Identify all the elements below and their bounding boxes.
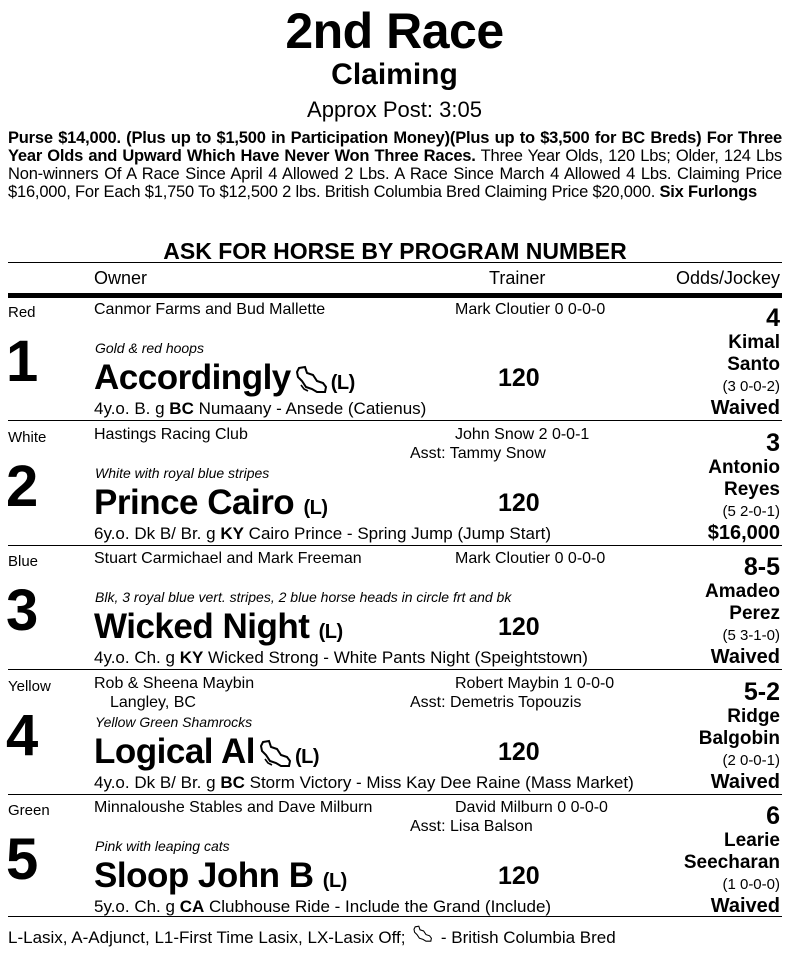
medication-legend: L-Lasix, A-Adjunct, L1-First Time Lasix, LX-Lasix Off; (8, 928, 406, 947)
program-number: 1 (6, 329, 39, 394)
owner-name: Minnaloushe Stables and Dave Milburn (94, 799, 373, 816)
race-distance: Six Furlongs (659, 183, 757, 201)
jockey-last-name: Balgobin (698, 728, 780, 749)
pedigree (94, 648, 588, 668)
morning-line-odds: 3 (766, 429, 780, 457)
entry-row (0, 794, 789, 918)
race-type: Claiming (331, 58, 458, 91)
entry-row (0, 421, 789, 545)
saddle-cloth-color: Red (8, 304, 36, 321)
medication: (L) (322, 870, 347, 892)
jockey-first-name: Learie (724, 830, 780, 851)
jockey-name (708, 457, 780, 501)
morning-line-odds: 8-5 (743, 553, 780, 581)
horse-name-line (94, 732, 319, 772)
trainer-name: John Snow 2 0-0-1 (455, 426, 590, 443)
owner-name: Canmor Farms and Bud Mallette (94, 301, 326, 318)
jockey-name (699, 706, 780, 750)
medication: (L) (318, 621, 343, 643)
entry-row (0, 296, 789, 420)
jockey-last-name: Seecharan (683, 852, 780, 873)
saddle-cloth-color: Blue (8, 553, 39, 570)
horse-name: Accordingly (94, 358, 291, 397)
horse-name-line (94, 607, 343, 647)
conditions-bold: Purse $14,000. (Plus up to $1,500 in Participation Money)(Plus up to $3,500 for BC Breds) For Three Year Olds and Upward Which Have Never Won Three Races. (8, 129, 782, 165)
bc-map-icon (412, 925, 434, 943)
weight: 120 (498, 613, 540, 641)
morning-line-odds: 4 (766, 304, 780, 332)
horse-name-line (94, 358, 355, 398)
jockey-name (705, 581, 780, 625)
morning-line-odds: 6 (766, 802, 780, 830)
silks-description: Gold & red hoops (95, 340, 204, 356)
pedigree (94, 897, 551, 917)
weight: 120 (498, 862, 540, 890)
bred-state: KY (220, 524, 244, 543)
breeding: Storm Victory - Miss Kay Dee Raine (Mass Market) (249, 773, 634, 792)
program-number: 3 (6, 578, 39, 643)
bred-state: KY (179, 648, 204, 667)
age-sex: 4y.o. Dk B/ Br. g (94, 773, 216, 792)
pedigree (94, 773, 634, 793)
morning-line-odds: 5-2 (743, 678, 780, 706)
breeding: Clubhouse Ride - Include the Grand (Include) (208, 897, 552, 916)
weight: 120 (498, 489, 540, 517)
jockey-first-name: Kimal (728, 332, 780, 353)
owner-location: Langley, BC (110, 694, 196, 711)
column-owner: Owner (94, 268, 148, 288)
claiming-price: Waived (710, 895, 780, 917)
trainer-name: Mark Cloutier 0 0-0-0 (455, 550, 606, 567)
jockey-record: (3 0-0-2) (722, 378, 780, 395)
horse-name: Prince Cairo (94, 483, 295, 522)
medication: (L) (294, 746, 319, 768)
bred-state: CA (179, 897, 205, 916)
silks-description: White with royal blue stripes (95, 465, 270, 481)
horse-name: Wicked Night (94, 607, 310, 646)
age-sex: 5y.o. Ch. g (94, 897, 175, 916)
jockey-name (684, 830, 780, 874)
horse-name-line (94, 483, 327, 523)
horse-name-line (94, 856, 347, 896)
bred-state: BC (169, 399, 194, 418)
silks-description: Pink with leaping cats (95, 838, 230, 854)
silks-description: Yellow Green Shamrocks (95, 714, 253, 730)
horse-name: Logical Al (94, 732, 255, 771)
owner-name: Hastings Racing Club (94, 426, 248, 443)
weight: 120 (498, 364, 540, 392)
assistant-trainer: Asst: Demetris Topouzis (410, 694, 582, 711)
claiming-price: $16,000 (707, 522, 780, 544)
medication: (L) (303, 497, 328, 519)
bc-map-icon (259, 739, 293, 769)
jockey-last-name: Perez (729, 603, 780, 624)
entry-row (0, 545, 789, 669)
saddle-cloth-color: White (8, 429, 47, 446)
claiming-price: Waived (710, 397, 780, 419)
silks-description: Blk, 3 royal blue vert. stripes, 2 blue horse heads in circle frt and bk (95, 589, 512, 605)
claiming-price: Waived (710, 646, 780, 668)
race-title: 2nd Race (285, 3, 504, 59)
jockey-name (727, 332, 780, 376)
age-sex: 4y.o. B. g (94, 399, 165, 418)
pedigree (94, 399, 426, 419)
post-time: Approx Post: 3:05 (307, 97, 482, 122)
saddle-cloth-color: Green (8, 802, 50, 819)
program-number: 2 (6, 454, 39, 519)
trainer-name: Robert Maybin 1 0-0-0 (455, 675, 615, 692)
horse-name: Sloop John B (94, 856, 314, 895)
trainer-name: David Milburn 0 0-0-0 (455, 799, 608, 816)
jockey-record: (2 0-0-1) (722, 752, 780, 769)
jockey-first-name: Ridge (727, 706, 780, 727)
weight: 120 (498, 738, 540, 766)
jockey-record: (5 2-0-1) (722, 503, 780, 520)
bc-bred-legend: - British Columbia Bred (440, 928, 616, 947)
medication: (L) (330, 372, 355, 394)
breeding: Cairo Prince - Spring Jump (Jump Start) (248, 524, 551, 543)
column-trainer: Trainer (489, 268, 546, 288)
jockey-last-name: Reyes (724, 479, 780, 500)
jockey-first-name: Antonio (708, 457, 780, 478)
race-conditions (8, 129, 782, 201)
owner-name: Rob & Sheena Maybin (94, 675, 255, 692)
claiming-price: Waived (710, 771, 780, 793)
trainer-name: Mark Cloutier 0 0-0-0 (455, 301, 606, 318)
jockey-first-name: Amadeo (705, 581, 780, 602)
footer-legend (8, 925, 616, 948)
entry-divider (8, 916, 782, 917)
age-sex: 6y.o. Dk B/ Br. g (94, 524, 216, 543)
jockey-record: (5 3-1-0) (722, 627, 780, 644)
ask-banner: ASK FOR HORSE BY PROGRAM NUMBER (163, 238, 627, 264)
breeding: Wicked Strong - White Pants Night (Speightstown) (208, 648, 588, 667)
bred-state: BC (220, 773, 245, 792)
owner-name: Stuart Carmichael and Mark Freeman (94, 550, 362, 567)
assistant-trainer: Asst: Lisa Balson (410, 818, 533, 835)
divider (8, 262, 782, 263)
age-sex: 4y.o. Ch. g (94, 648, 175, 667)
column-odds-jockey: Odds/Jockey (675, 268, 780, 288)
program-number: 5 (6, 827, 39, 892)
program-number: 4 (6, 703, 39, 768)
breeding: Numaany - Ansede (Catienus) (198, 399, 427, 418)
pedigree (94, 524, 551, 544)
saddle-cloth-color: Yellow (8, 678, 51, 695)
conditions-text: Three Year Olds, 120 Lbs; Older, 124 Lbs Non-winners Of A Race Since April 4 Allowed 2 Lbs. A Race Since March 4 Allowed 4 Lbs. Claiming Price $16,000, For Each $1,750 To $12,500 2 lbs. British Columbia Bred Claiming Price $20,000. (8, 147, 782, 201)
jockey-last-name: Santo (727, 354, 780, 375)
assistant-trainer: Asst: Tammy Snow (410, 445, 546, 462)
jockey-record: (1 0-0-0) (722, 876, 780, 893)
entry-row (0, 670, 789, 794)
bc-map-icon (295, 365, 329, 395)
